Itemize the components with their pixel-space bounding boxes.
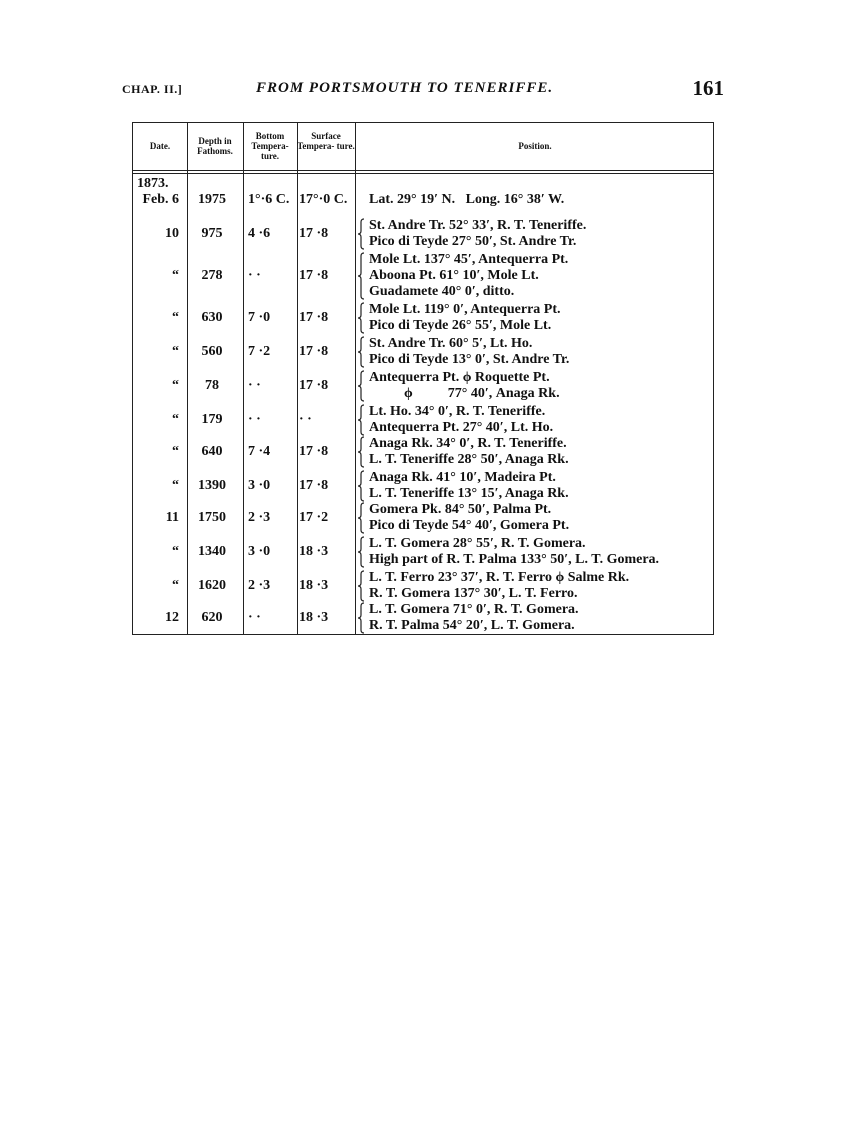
curly-brace-icon (357, 302, 365, 334)
running-title: FROM PORTSMOUTH TO TENERIFFE. (256, 80, 554, 96)
table-row (133, 251, 713, 301)
cell-surface-temperature: 17°·0 C. (299, 192, 348, 207)
position-line: Pico di Teyde 26° 55′, Mole Lt. (369, 318, 552, 333)
cell-surface-temperature: 18 ·3 (299, 610, 329, 625)
cell-date: “ (172, 310, 179, 325)
cell-surface-temperature: 17 ·8 (299, 378, 329, 393)
cell-position (369, 370, 715, 404)
cell-surface-temperature: 17 ·8 (299, 478, 329, 493)
table-row (133, 191, 713, 209)
position-line: R. T. Gomera 137° 30′, L. T. Ferro. (369, 586, 578, 601)
table-row (133, 435, 713, 469)
cell-position (369, 536, 715, 570)
position-line: Gomera Pk. 84° 50′, Palma Pt. (369, 502, 552, 517)
cell-date: “ (172, 344, 179, 359)
cell-surface-temperature: 18 ·3 (299, 578, 329, 593)
position-line: Guadamete 40° 0′, ditto. (369, 284, 515, 299)
position-line: Pico di Teyde 13° 0′, St. Andre Tr. (369, 352, 570, 367)
cell-depth: 1975 (198, 192, 226, 207)
position-line: Lt. Ho. 34° 0′, R. T. Teneriffe. (369, 404, 546, 419)
table-row (133, 601, 713, 635)
table-row (133, 469, 713, 503)
position-line: St. Andre Tr. 60° 5′, Lt. Ho. (369, 336, 533, 351)
cell-bottom-temperature: · · (248, 610, 261, 625)
cell-position (369, 470, 715, 504)
position-line: L. T. Teneriffe 13° 15′, Anaga Rk. (369, 486, 569, 501)
cell-surface-temperature: 17 ·8 (299, 444, 329, 459)
position-line: Pico di Teyde 54° 40′, Gomera Pt. (369, 518, 570, 533)
header-rule (133, 170, 713, 171)
cell-bottom-temperature: 7 ·2 (248, 344, 271, 359)
cell-bottom-temperature: 7 ·0 (248, 310, 271, 325)
table-row (133, 369, 713, 403)
position-line: Antequerra Pt. 27° 40′, Lt. Ho. (369, 420, 554, 435)
cell-bottom-temperature: 3 ·0 (248, 544, 271, 559)
cell-bottom-temperature: 2 ·3 (248, 510, 271, 525)
cell-depth: 1340 (198, 544, 226, 559)
cell-position (369, 218, 715, 252)
cell-bottom-temperature: 3 ·0 (248, 478, 271, 493)
curly-brace-icon (357, 502, 365, 534)
cell-surface-temperature: 17 ·8 (299, 226, 329, 241)
cell-bottom-temperature: 4 ·6 (248, 226, 271, 241)
curly-brace-icon (357, 602, 365, 634)
cell-position (369, 336, 715, 370)
cell-bottom-temperature: · · (248, 378, 261, 393)
cell-bottom-temperature: 1°·6 C. (248, 192, 290, 207)
cell-position (369, 404, 715, 438)
table-row (133, 501, 713, 535)
cell-surface-temperature: 17 ·2 (299, 510, 329, 525)
position-line: L. T. Gomera 71° 0′, R. T. Gomera. (369, 602, 579, 617)
page-number: 161 (692, 76, 724, 100)
cell-depth: 1750 (198, 510, 226, 525)
cell-depth: 179 (201, 412, 223, 427)
cell-position (369, 502, 715, 536)
table-row (133, 535, 713, 569)
cell-depth: 640 (201, 444, 223, 459)
cell-surface-temperature: 17 ·8 (299, 268, 329, 283)
position-line: Anaga Rk. 34° 0′, R. T. Teneriffe. (369, 436, 567, 451)
table-row (133, 403, 713, 437)
cell-bottom-temperature: 7 ·4 (248, 444, 271, 459)
curly-brace-icon (357, 570, 365, 602)
cell-date: “ (172, 378, 179, 393)
curly-brace-icon (357, 470, 365, 502)
year-label: 1873. (137, 176, 169, 191)
cell-surface-temperature: 17 ·8 (299, 310, 329, 325)
cell-bottom-temperature: 2 ·3 (248, 578, 271, 593)
header-rule-double (133, 173, 713, 174)
position-line: Aboona Pt. 61° 10′, Mole Lt. (369, 268, 539, 283)
header-surface-temperature: Surface Tempera- ture. (297, 131, 355, 151)
cell-position (369, 602, 715, 636)
header-depth: Depth in Fathoms. (197, 136, 233, 156)
position-line: High part of R. T. Palma 133° 50′, L. T. Gomera. (369, 552, 660, 567)
cell-surface-temperature: 18 ·3 (299, 544, 329, 559)
cell-date: “ (172, 544, 179, 559)
cell-surface-temperature: · · (299, 412, 312, 427)
cell-position (369, 191, 715, 209)
position-line: ϕ 77° 40′, Anaga Rk. (369, 386, 560, 401)
position-line: L. T. Ferro 23° 37′, R. T. Ferro ϕ Salme Rk. (369, 570, 630, 585)
cell-position (369, 302, 715, 336)
chapter-label: CHAP. II.] (122, 82, 183, 96)
cell-date: 12 (165, 610, 179, 625)
position-line: Mole Lt. 119° 0′, Antequerra Pt. (369, 302, 561, 317)
header-position: Position. (518, 141, 552, 151)
header-bottom-temperature: Bottom Tempera- ture. (251, 131, 289, 161)
curly-brace-icon (357, 252, 365, 300)
curly-brace-icon (357, 370, 365, 402)
cell-position (369, 252, 715, 302)
page-header (122, 74, 724, 104)
table-row (133, 217, 713, 251)
cell-date: “ (172, 412, 179, 427)
cell-date: “ (172, 578, 179, 593)
cell-depth: 975 (201, 226, 223, 241)
cell-depth: 78 (205, 378, 219, 393)
cell-date: “ (172, 478, 179, 493)
table-row (133, 569, 713, 603)
cell-depth: 560 (201, 344, 223, 359)
curly-brace-icon (357, 336, 365, 368)
cell-bottom-temperature: · · (248, 268, 261, 283)
table-row (133, 301, 713, 335)
position-line: Anaga Rk. 41° 10′, Madeira Pt. (369, 470, 556, 485)
curly-brace-icon (357, 436, 365, 468)
cell-depth: 630 (201, 310, 223, 325)
cell-depth: 278 (201, 268, 223, 283)
position-line: Mole Lt. 137° 45′, Antequerra Pt. (369, 252, 569, 267)
position-line: Antequerra Pt. ϕ Roquette Pt. (369, 370, 550, 385)
cell-depth: 1390 (198, 478, 226, 493)
cell-depth: 620 (201, 610, 223, 625)
curly-brace-icon (357, 218, 365, 250)
position-line: Pico di Teyde 27° 50′, St. Andre Tr. (369, 234, 577, 249)
header-date: Date. (149, 141, 171, 151)
cell-date: “ (172, 444, 179, 459)
position-line: St. Andre Tr. 52° 33′, R. T. Teneriffe. (369, 218, 587, 233)
cell-position (369, 570, 715, 604)
cell-surface-temperature: 17 ·8 (299, 344, 329, 359)
position-line: L. T. Teneriffe 28° 50′, Anaga Rk. (369, 452, 569, 467)
position-line: R. T. Palma 54° 20′, L. T. Gomera. (369, 618, 575, 633)
cell-position (369, 436, 715, 470)
table-row (133, 335, 713, 369)
cell-bottom-temperature: · · (248, 412, 261, 427)
cell-date: 10 (165, 226, 179, 241)
soundings-table (132, 122, 714, 635)
cell-date: 11 (165, 510, 179, 525)
cell-date: Feb. 6 (142, 192, 179, 207)
curly-brace-icon (357, 404, 365, 436)
cell-depth: 1620 (198, 578, 226, 593)
cell-date: “ (172, 268, 179, 283)
position-line: Lat. 29° 19′ N. Long. 16° 38′ W. (369, 192, 565, 207)
curly-brace-icon (357, 536, 365, 568)
position-line: L. T. Gomera 28° 55′, R. T. Gomera. (369, 536, 586, 551)
